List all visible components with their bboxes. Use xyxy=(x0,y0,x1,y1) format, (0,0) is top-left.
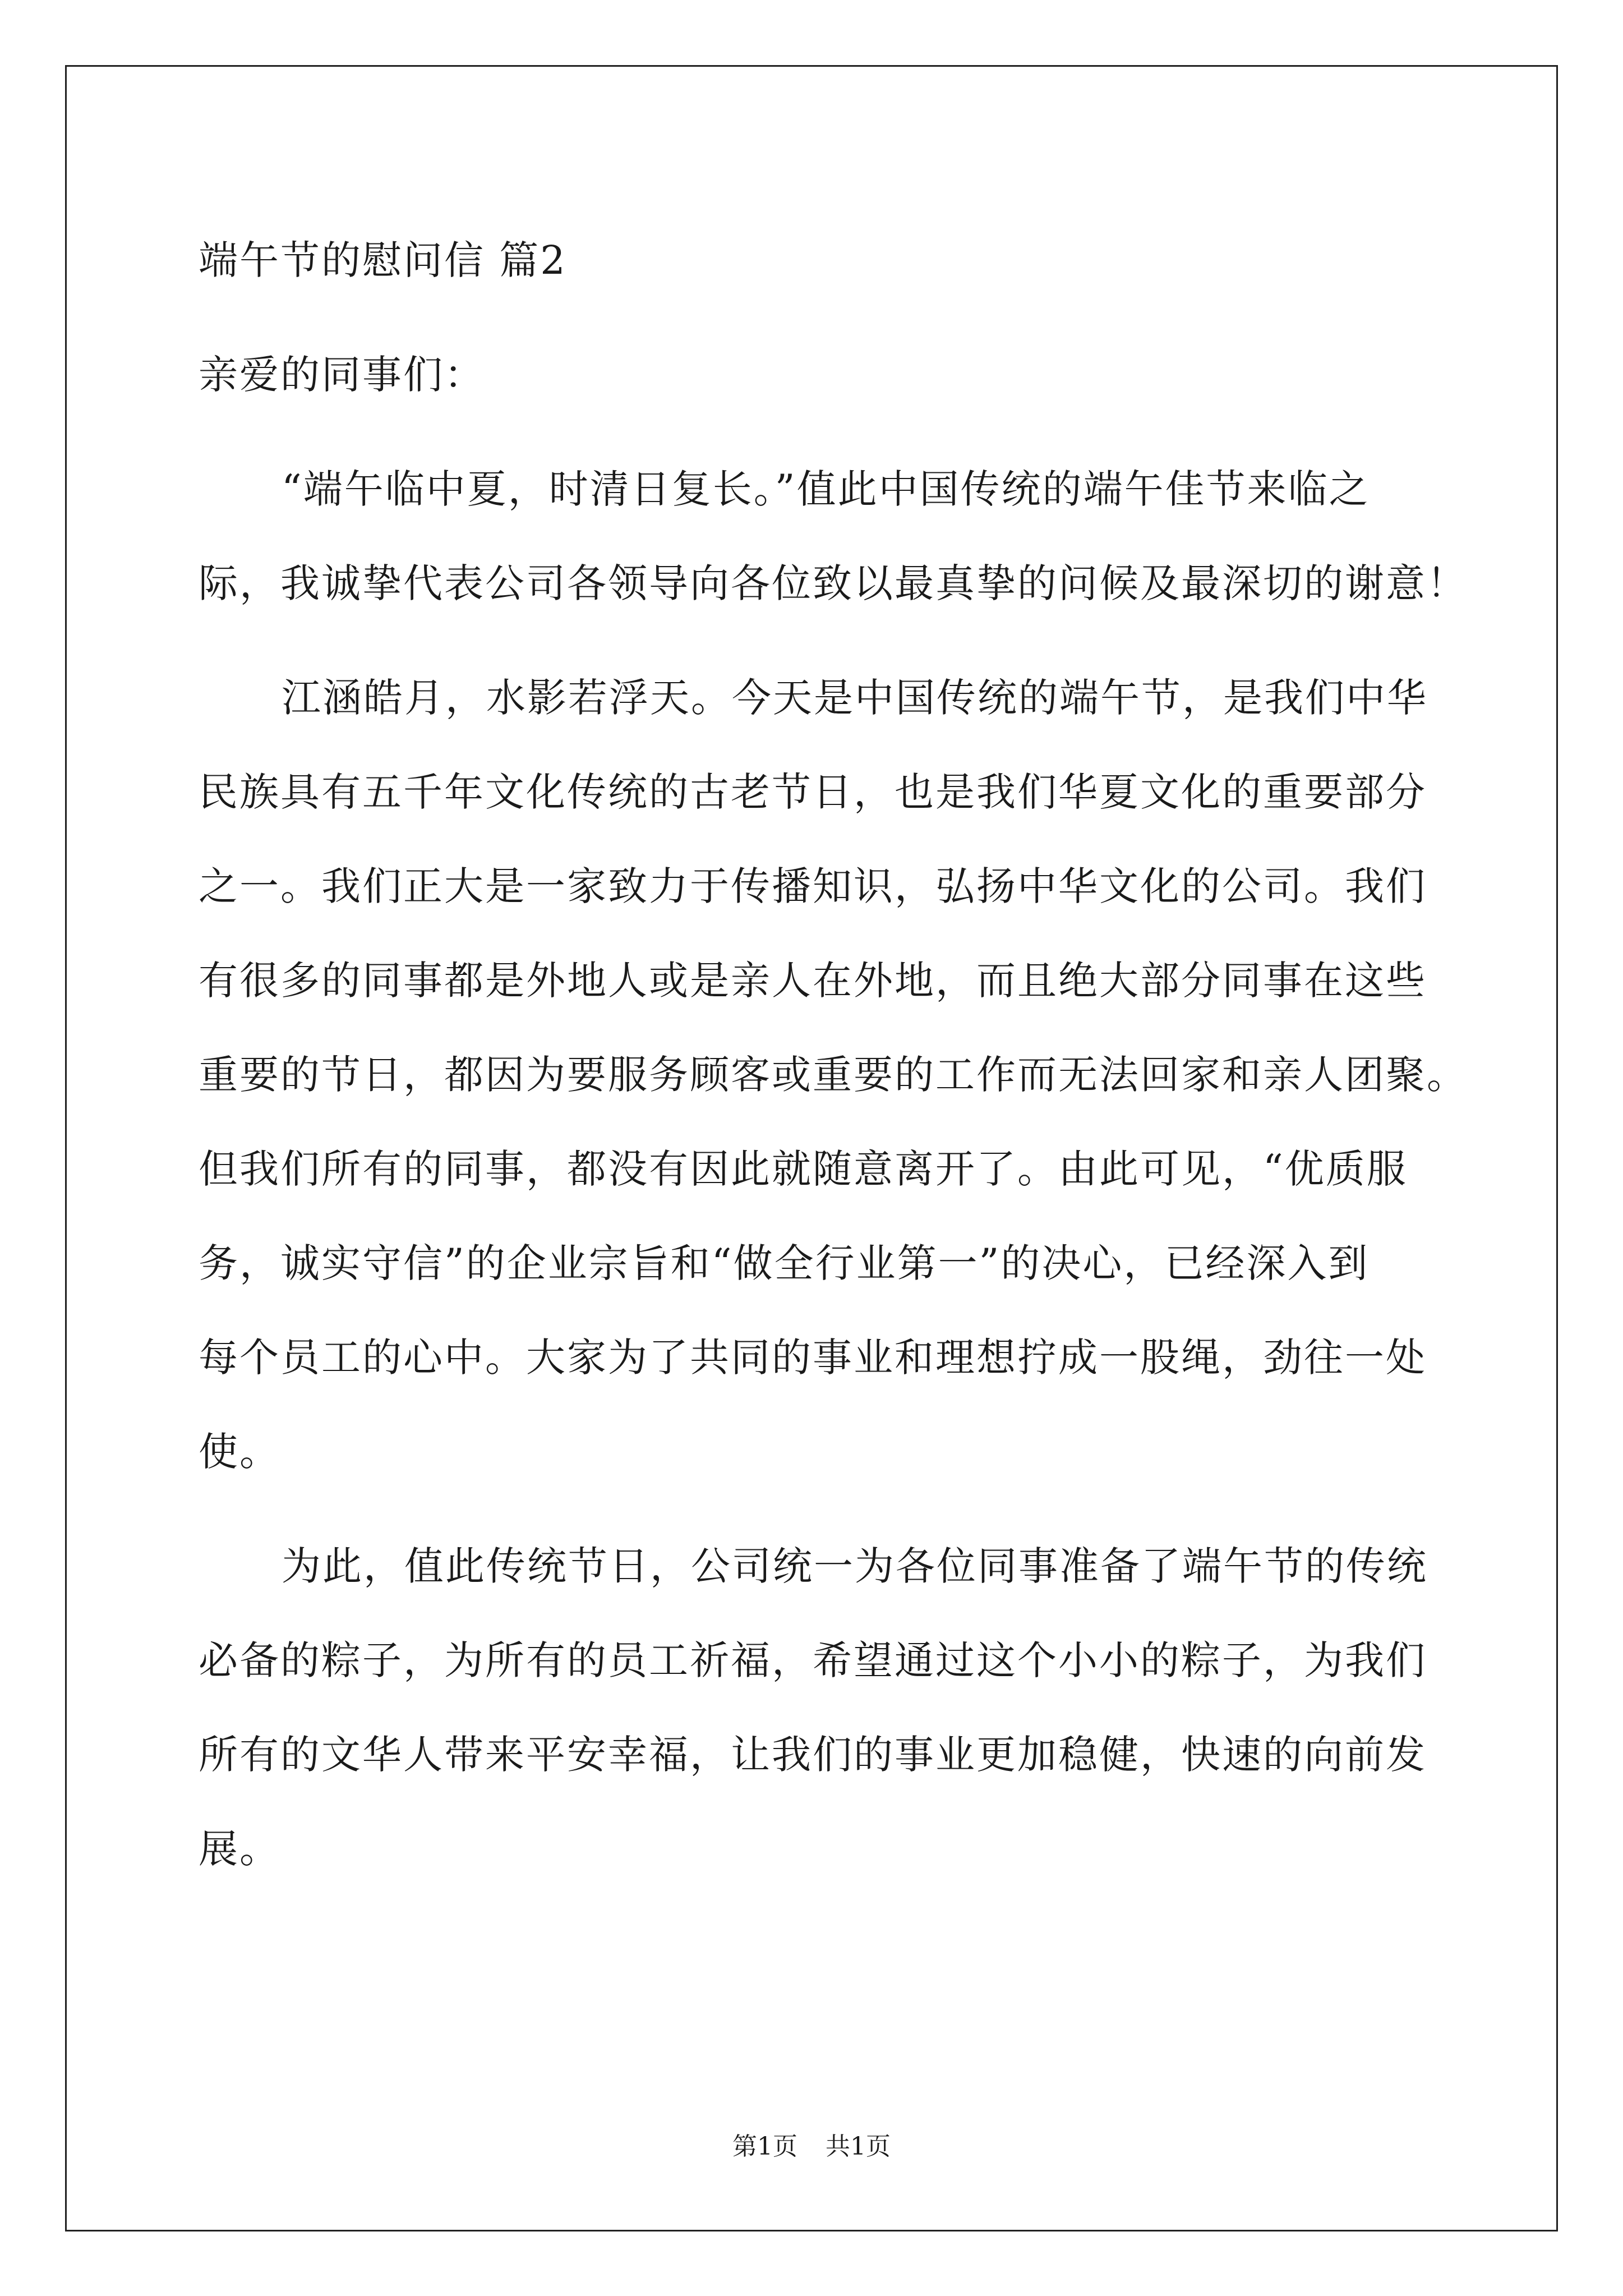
paragraph-2 xyxy=(199,651,1468,1499)
paragraph-line: 重要的节日，都因为要服务顾客或重要的工作而无法回家和亲人团聚。 xyxy=(199,1052,1468,1098)
paragraph-line: 际，我诚挚代表公司各领导向各位致以最真挚的问候及最深切的谢意！ xyxy=(199,560,1468,606)
paragraph-line: 必备的粽子，为所有的员工祈福，希望通过这个小小的粽子，为我们 xyxy=(199,1637,1427,1683)
paragraph-line: 每个员工的心中。大家为了共同的事业和理想拧成一股绳，劲往一处 xyxy=(199,1335,1427,1381)
paragraph-3 xyxy=(199,1519,1432,1896)
page-number-total: 共1页 xyxy=(826,2132,891,2161)
document-title: 端午节的慰问信 篇2 xyxy=(199,237,567,283)
paragraph-line: 为此，值此传统节日，公司统一为各位同事准备了端午节的传统 xyxy=(282,1543,1428,1589)
paragraph-line: 使。 xyxy=(199,1429,280,1475)
document-body xyxy=(199,213,1468,1896)
paragraph-line: 之一。我们正大是一家致力于传播知识，弘扬中华文化的公司。我们 xyxy=(199,863,1427,909)
paragraph-line: 有很多的同事都是外地人或是亲人在外地，而且绝大部分同事在这些 xyxy=(199,958,1427,1004)
paragraph-line: 民族具有五千年文化传统的古老节日，也是我们华夏文化的重要部分 xyxy=(199,769,1427,815)
salutation: 亲爱的同事们： xyxy=(199,352,485,398)
paragraph-line: 所有的文华人带来平安幸福，让我们的事业更加稳健，快速的向前发 xyxy=(199,1732,1427,1778)
paragraph-line: 务，诚实守信”的企业宗旨和“做全行业第一”的决心，已经深入到 xyxy=(199,1240,1370,1286)
page-number-current: 第1页 xyxy=(732,2132,797,2161)
paragraph-line: 江涵皓月，水影若浮天。今天是中国传统的端午节，是我们中华 xyxy=(282,675,1428,721)
paragraph-line: 但我们所有的同事，都没有因此就随意离开了。由此可见，“优质服 xyxy=(199,1146,1408,1192)
paragraph-line: 展。 xyxy=(199,1826,280,1872)
paragraph-1 xyxy=(199,442,1468,631)
page-footer xyxy=(0,2126,1623,2162)
paragraph-line: “端午临中夏，时清日复长。”值此中国传统的端午佳节来临之 xyxy=(282,466,1370,512)
